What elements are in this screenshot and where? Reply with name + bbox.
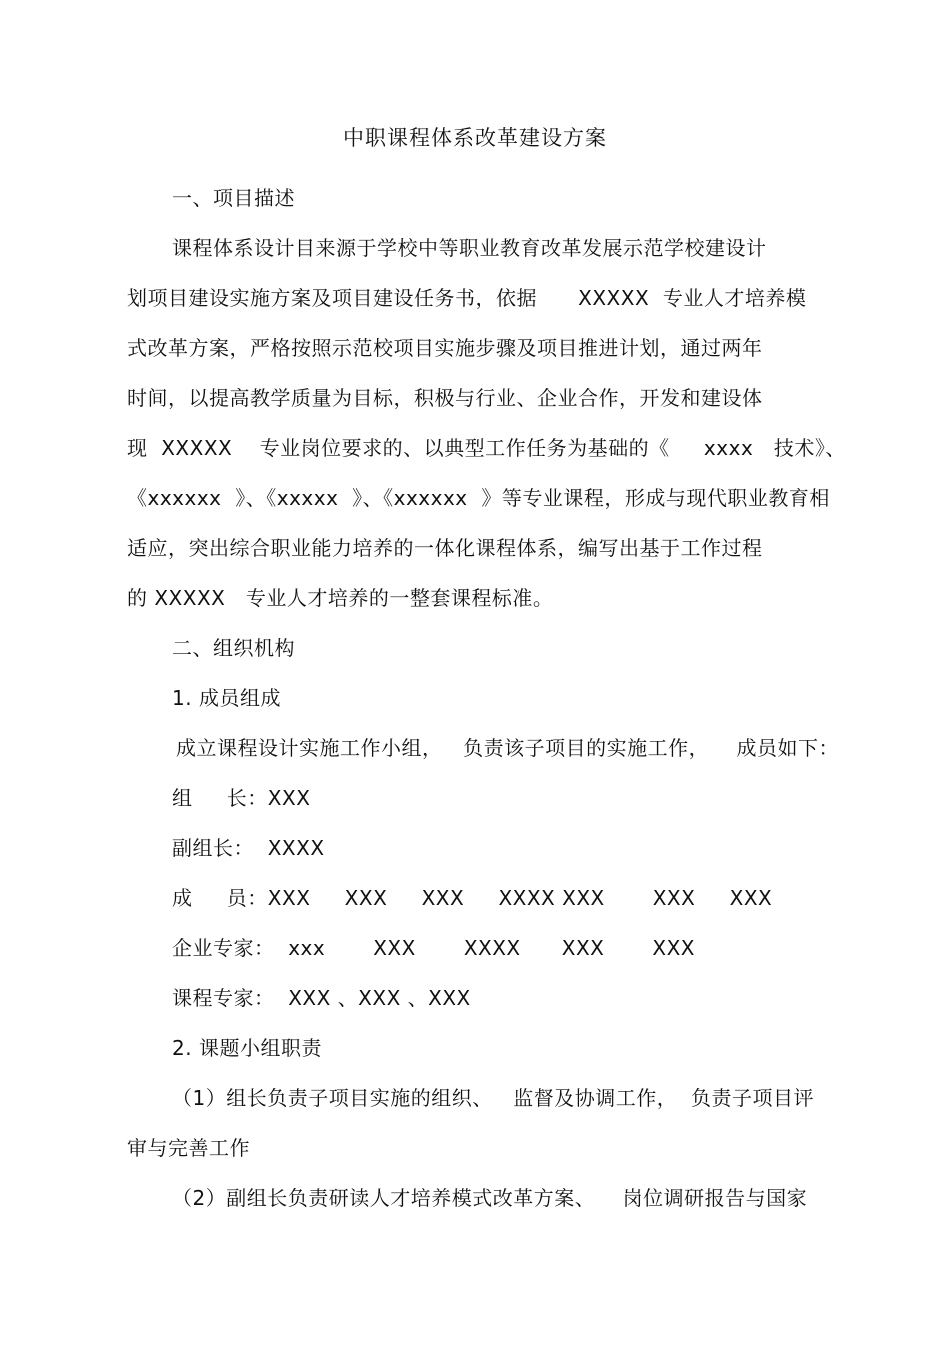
member-row-leader: 组 长：XXX [172, 786, 311, 810]
member-row-course-experts: 课程专家： XXX 、XXX 、XXX [172, 986, 471, 1010]
subsection-heading-members: 1. 成员组成 [172, 686, 281, 710]
section-heading-organization: 二、组织机构 [172, 636, 295, 660]
paragraph-line: 成立课程设计实施工作小组， 负责该子项目的实施工作， 成员如下： [176, 736, 840, 760]
paragraph-line: 式改革方案，严格按照示范校项目实施步骤及项目推进计划，通过两年 [127, 336, 763, 360]
document-title: 中职课程体系改革建设方案 [343, 126, 607, 150]
paragraph-line: （1）组长负责子项目实施的组织、 监督及协调工作， 负责子项目评 [172, 1086, 815, 1110]
member-row-deputy-leader: 副组长： XXXX [172, 836, 325, 860]
paragraph-line: 适应，突出综合职业能力培养的一体化课程体系，编写出基于工作过程 [127, 536, 763, 560]
paragraph-line: 时间，以提高教学质量为目标，积极与行业、企业合作，开发和建设体 [127, 386, 763, 410]
member-row-members: 成 员：XXX XXX XXX XXXX XXX XXX XXX [172, 886, 773, 910]
paragraph-line: （2）副组长负责研读人才培养模式改革方案、 岗位调研报告与国家 [172, 1186, 808, 1210]
paragraph-line: 划项目建设实施方案及项目建设任务书，依据 XXXXX 专业人才培养模 [127, 286, 807, 310]
paragraph-line: 的 XXXXX 专业人才培养的一整套课程标准。 [127, 586, 554, 610]
paragraph-line: 审与完善工作 [127, 1136, 250, 1160]
paragraph-line: 课程体系设计目来源于学校中等职业教育改革发展示范学校建设计 [172, 236, 767, 260]
subsection-heading-duties: 2. 课题小组职责 [172, 1036, 322, 1060]
paragraph-line: 现 XXXXX 专业岗位要求的、以典型工作任务为基础的《 xxxx 技术》、 [127, 436, 846, 460]
member-row-industry-experts: 企业专家： xxx XXX XXXX XXX XXX [172, 936, 695, 960]
section-heading-project-description: 一、项目描述 [172, 186, 295, 210]
paragraph-line: 《xxxxxx 》、《xxxxx 》、《xxxxxx 》等专业课程，形成与现代职业教育相 [127, 486, 830, 510]
